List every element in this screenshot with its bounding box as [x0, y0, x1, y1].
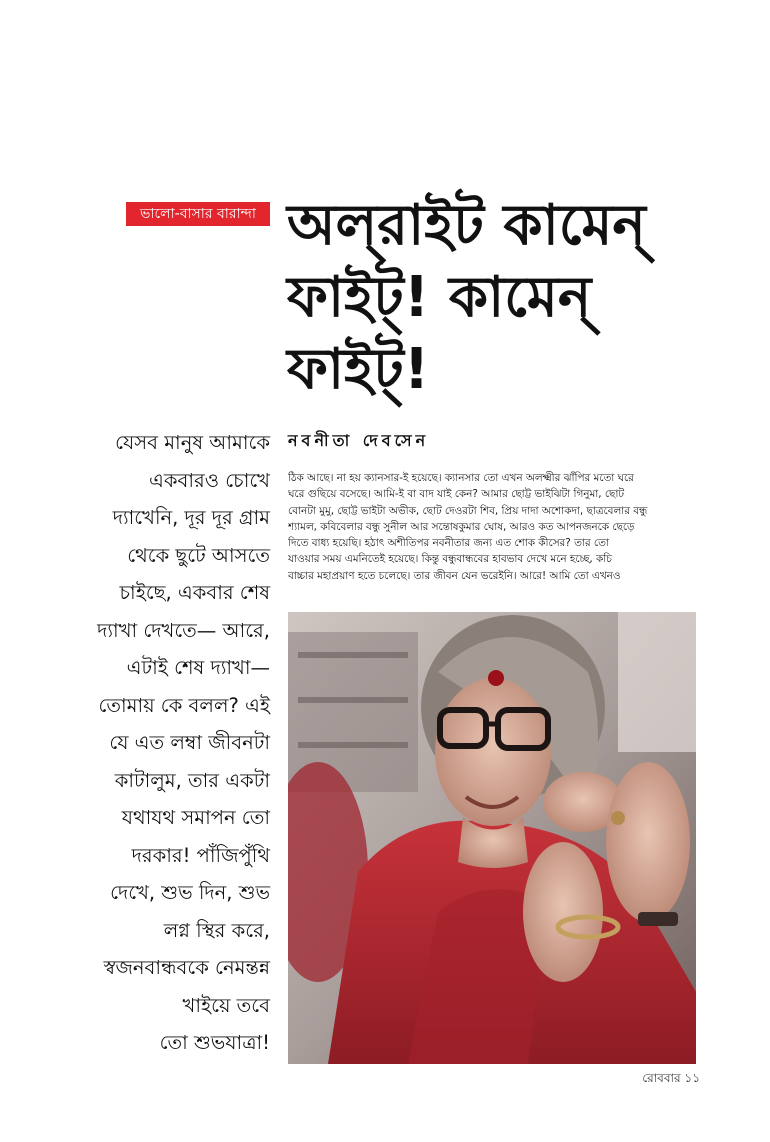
pull-quote-line: তো শুভযাত্রা!	[159, 1031, 270, 1054]
body-line: শ্যামল, কবিবেলার বন্ধু সুনীল আর সন্তোষকুমার ঘোষ, আরও কত আপনজনকে ছেড়ে	[288, 520, 635, 533]
pull-quote-line: চাইছে, একবার শেষ	[119, 581, 270, 604]
pull-quote-line: তোমায় কে বলল? এই	[98, 693, 270, 717]
pull-quote-line: স্বজনবান্ধবকে নেমন্তন্ন	[103, 956, 270, 979]
author-byline: নবনীতা দেবসেন	[288, 431, 430, 450]
pull-quote	[60, 424, 270, 1062]
pull-quote-line: যেসব মানুষ আমাকে	[115, 431, 270, 454]
pull-quote-line: কাটালুম, তার একটা	[114, 768, 270, 792]
section-tag: ভালো-বাসার বারান্দা	[126, 202, 270, 226]
portrait-illustration	[288, 612, 696, 1064]
article-body	[288, 470, 704, 584]
body-line: বাচ্চার মহাপ্রয়াণ হতে চলেছে। তার জীবন যেন ভরেইনি। আরে! আমি তো এখনও	[288, 569, 621, 582]
pull-quote-line: দ্যাখেনি, দূর দূর গ্রাম	[112, 506, 270, 529]
body-line: দিতে বাধ্য হয়েছি। হঠাৎ অশীতিপর নবনীতার জন্য এত শোক কীসের? তার তো	[288, 537, 609, 550]
headline-line: অল্‌রাইট কামেন্‌	[287, 193, 646, 258]
body-line: ঠিক আছে। না হয় ক্যানসার-ই হয়েছে। ক্যানসার তো এখন অলক্ষ্মীর ঝাঁপির মতো ঘরে	[288, 472, 634, 484]
pull-quote-line: দরকার! পাঁজিপুঁথি	[131, 843, 270, 867]
headline-line: ফাইট্‌!	[287, 337, 430, 402]
body-line: বোনটা মুমু, ছোট্ট ভাইটা অভীক, ছোট দেওরটা শিব, প্রিয় দাদা অশোকদা, ছাত্রবেলার বন্ধু	[288, 504, 648, 517]
pull-quote-line: খাইয়ে তবে	[182, 993, 270, 1017]
pull-quote-line: দেখে, শুভ দিন, শুভ	[110, 881, 270, 904]
headline	[287, 190, 717, 406]
pull-quote-line: এটাই শেষ দ্যাখা—	[126, 656, 270, 679]
body-line: ঘরে গুছিয়ে বসেছে। আমি-ই বা বাদ যাই কেন? আমার ছোট্ট ভাইঝিটা গিনুমা, ছোট	[288, 488, 625, 501]
pull-quote-line: একবারও চোখে	[149, 468, 270, 492]
pull-quote-line: যে এত লম্বা জীবনটা	[109, 731, 270, 754]
pull-quote-line: থেকে ছুটে আসতে	[127, 543, 270, 567]
body-line: যাওয়ার সময় এমনিতেই হয়েছে। কিন্তু বন্ধুবান্ধবের হাবভাব দেখে মনে হচ্ছে, কচি	[288, 553, 612, 566]
pull-quote-line: দ্যাখা দেখতে— আরে,	[97, 618, 270, 642]
author-photo	[288, 612, 696, 1064]
pull-quote-line: যথাযথ সমাপন তো	[121, 806, 270, 829]
page-number: রোববার ১১	[642, 1071, 700, 1085]
pull-quote-line: লগ্ন স্থির করে,	[163, 918, 270, 942]
headline-line: ফাইট্‌! কামেন্‌	[287, 265, 592, 330]
